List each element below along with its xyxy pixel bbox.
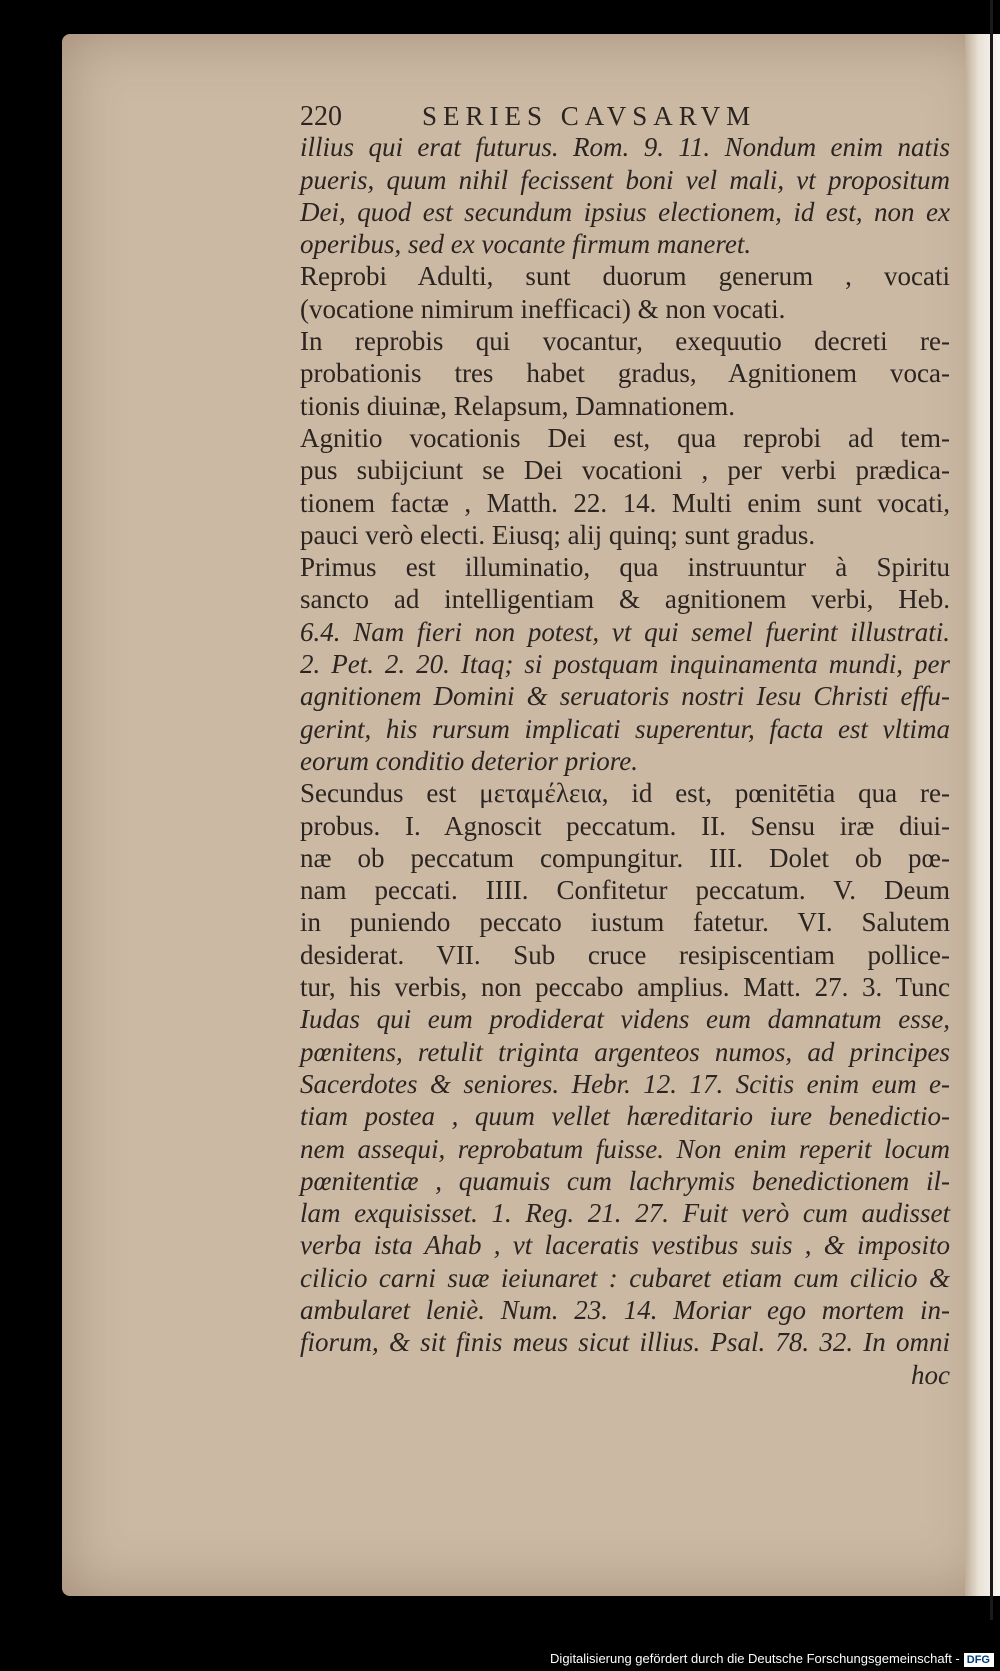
dfg-logo: DFG	[964, 1653, 994, 1667]
running-title: SERIES CAVSARVM	[422, 101, 757, 131]
text-line: gerint, his rursum implicati superentur, facta est vltima	[300, 713, 950, 744]
gutter-rule	[990, 0, 993, 1620]
text-line: tionis diuinæ, Relapsum, Damnationem.	[300, 390, 735, 421]
text-line: eorum conditio deterior priore.	[300, 745, 638, 776]
text-line: sancto ad intelligentiam & agnitionem verbi, Heb.	[300, 584, 950, 615]
text-line: agnitionem Domini & seruatoris nostri Iesu Christi effu-	[300, 681, 950, 712]
text-line: operibus, sed ex vocante firmum maneret.	[300, 229, 752, 260]
page-text	[300, 100, 950, 1391]
text-line: tiam postea , quum vellet hæreditario iure benedictio-	[300, 1101, 950, 1132]
text-line: Agnitio vocationis Dei est, qua reprobi ad tem-	[300, 422, 950, 453]
text-line: Reprobi Adulti, sunt duorum generum , vocati	[300, 261, 950, 292]
text-line: 2. Pet. 2. 20. Itaq; si postquam inquinamenta mundi, per	[300, 649, 950, 680]
text-line: pauci verò electi. Eiusq; alij quinq; sunt gradus.	[300, 519, 816, 550]
text-line: probationis tres habet gradus, Agnitionem voca-	[300, 358, 950, 389]
text-line: In reprobis qui vocantur, exequutio decreti re-	[300, 326, 950, 357]
text-line: næ ob peccatum compungitur. III. Dolet ob pœ-	[300, 842, 950, 873]
text-line: tionem factæ , Matth. 22. 14. Multi enim sunt vocati,	[300, 487, 950, 518]
text-line: probus. I. Agnoscit peccatum. II. Sensu iræ diui-	[300, 810, 950, 841]
text-line: illius qui erat futurus. Rom. 9. 11. Nondum enim natis	[300, 132, 950, 163]
text-line: Dei, quod est secundum ipsius electionem, id est, non ex	[300, 196, 950, 227]
text-line: verba ista Ahab , vt laceratis vestibus suis , & imposito	[300, 1230, 950, 1261]
text-line: desiderat. VII. Sub cruce resipiscentiam pollice-	[300, 939, 950, 970]
text-body	[300, 131, 950, 1391]
text-line: pueris, quum nihil fecissent boni vel mali, vt propositum	[300, 164, 950, 195]
text-line: Primus est illuminatio, qua instruuntur à Spiritu	[300, 552, 950, 583]
text-line: nam peccati. IIII. Confitetur peccatum. V. Deum	[300, 875, 950, 906]
text-line: lam exquisisset. 1. Reg. 21. 27. Fuit verò cum audisset	[300, 1198, 950, 1229]
text-line: fiorum, & sit finis meus sicut illius. Psal. 78. 32. In omni	[300, 1327, 950, 1358]
footer-bar	[0, 1646, 1000, 1671]
text-line: in puniendo peccato iustum fatetur. VI. Salutem	[300, 907, 950, 938]
text-line: hoc	[911, 1359, 950, 1390]
text-line: (vocatione nimirum inefficaci) & non vocati.	[300, 293, 786, 324]
page-header	[300, 100, 950, 133]
footer-credit: Digitalisierung gefördert durch die Deutsche Forschungsgemeinschaft -	[550, 1651, 960, 1666]
text-line: cilicio carni suæ ieiunaret : cubaret etiam cum cilicio &	[300, 1262, 950, 1293]
text-line: ambularet leniè. Num. 23. 14. Moriar ego mortem in-	[300, 1294, 950, 1325]
page-number: 220	[300, 101, 342, 132]
text-line: pœnitens, retulit triginta argenteos numos, ad principes	[300, 1036, 950, 1067]
text-line: nem assequi, reprobatum fuisse. Non enim reperit locum	[300, 1133, 950, 1164]
text-line: pus subijciunt se Dei vocationi , per verbi prædica-	[300, 455, 950, 486]
text-line: 6.4. Nam fieri non potest, vt qui semel fuerint illustrati.	[300, 616, 950, 647]
text-line: Sacerdotes & seniores. Hebr. 12. 17. Scitis enim eum e-	[300, 1068, 950, 1099]
text-line: pœnitentiæ , quamuis cum lachrymis benedictionem il-	[300, 1165, 950, 1196]
text-line: Iudas qui eum prodiderat videns eum damnatum esse,	[300, 1004, 950, 1035]
book-gutter	[965, 34, 1000, 1596]
text-line: Secundus est μεταμέλεια, id est, pœnitētia qua re-	[300, 778, 950, 809]
text-line: tur, his verbis, non peccabo amplius. Matt. 27. 3. Tunc	[300, 972, 950, 1003]
